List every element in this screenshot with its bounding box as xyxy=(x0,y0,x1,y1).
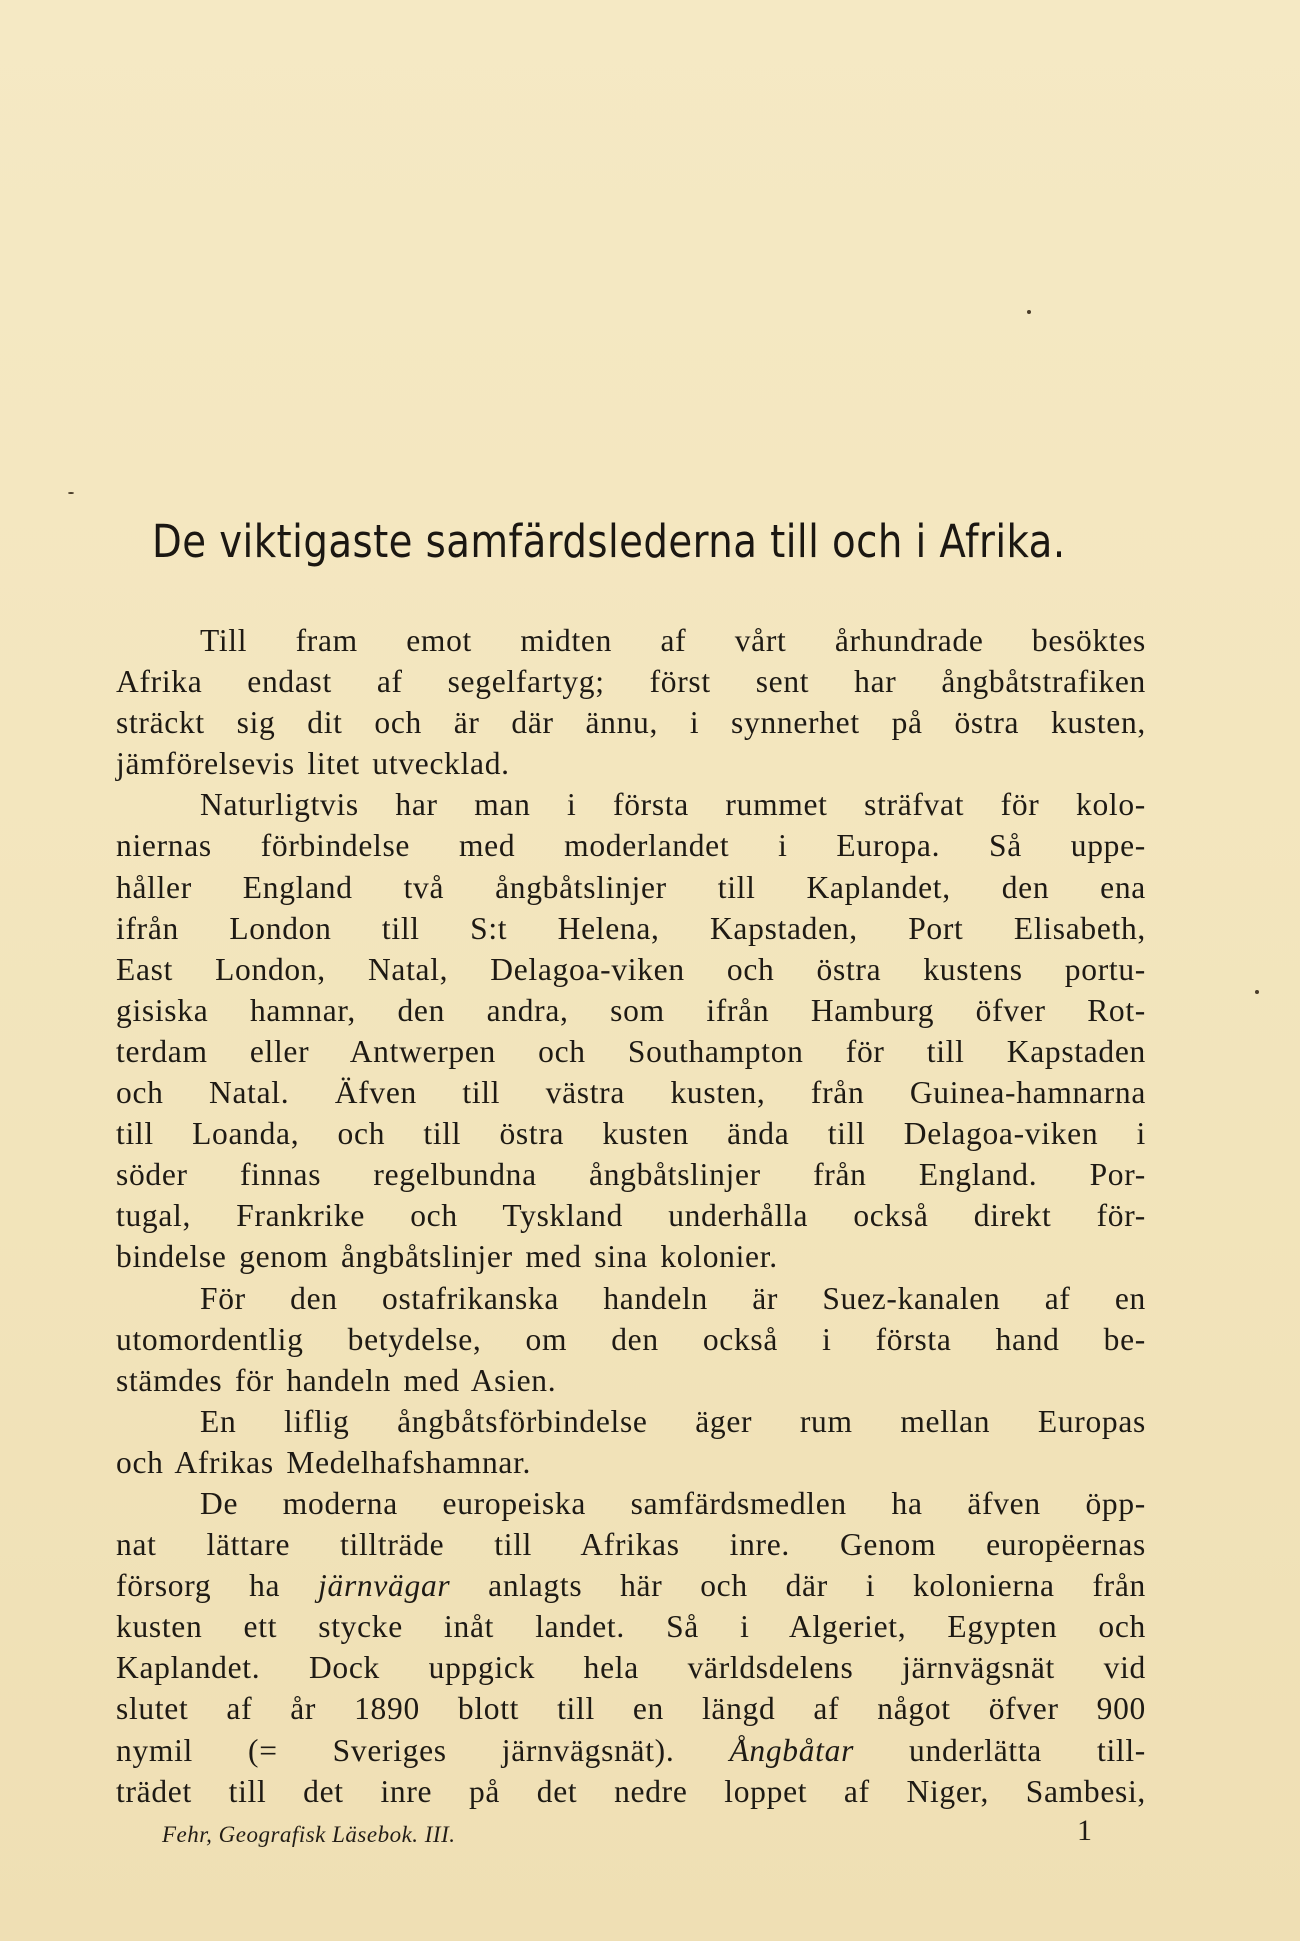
text-line: jämförelsevis litet utvecklad. xyxy=(116,746,510,782)
text-line: nat lättare tillträde till Afrikas inre. Genom europëernas xyxy=(116,1527,1146,1563)
text-line: De moderna europeiska samfärdsmedlen ha äfven öpp- xyxy=(200,1485,1146,1521)
text-line: håller England två ångbåtslinjer till Kaplandet, den ena xyxy=(116,869,1146,905)
text-line: En liflig ångbåtsförbindelse äger rum mellan Europas xyxy=(200,1403,1146,1439)
text-line: bindelse genom ångbåtslinjer med sina kolonier. xyxy=(116,1239,778,1275)
text-line: kusten ett stycke inåt landet. Så i Algeriet, Egypten och xyxy=(116,1609,1146,1645)
text-line: till Loanda, och till östra kusten ända till Delagoa-viken i xyxy=(116,1116,1146,1152)
text-line: och Natal. Äfven till västra kusten, från Guinea-hamnarna xyxy=(116,1075,1146,1111)
text-line: försorg ha järnvägar anlagts här och där i kolonierna från xyxy=(116,1568,1146,1604)
text-line: För den ostafrikanska handeln är Suez-kanalen af en xyxy=(200,1280,1146,1316)
emphasized-term: Ångbåtar xyxy=(729,1732,855,1768)
page-number: 1 xyxy=(1077,1814,1092,1847)
text-line: trädet till det inre på det nedre loppet af Niger, Sambesi, xyxy=(116,1773,1146,1809)
body-text xyxy=(116,620,1146,1812)
text-line: Naturligtvis har man i första rummet sträfvat för kolo- xyxy=(200,787,1146,823)
text-line: Kaplandet. Dock uppgick hela världsdelens järnvägsnät vid xyxy=(116,1650,1146,1686)
text-line: terdam eller Antwerpen och Southampton för till Kapstaden xyxy=(116,1033,1146,1069)
paper-speck xyxy=(1027,310,1031,314)
text-line: Afrika endast af segelfartyg; först sent har ångbåtstrafiken xyxy=(116,664,1146,700)
emphasized-term: järnvägar xyxy=(318,1568,451,1604)
text-line: utomordentlig betydelse, om den också i första hand be- xyxy=(116,1321,1146,1357)
text-line: Till fram emot midten af vårt århundrade besöktes xyxy=(200,623,1146,658)
text-line: sträckt sig dit och är där ännu, i synnerhet på östra kusten, xyxy=(116,705,1146,741)
text-line: slutet af år 1890 blott till en längd af något öfver 900 xyxy=(116,1691,1146,1727)
text-line: gisiska hamnar, den andra, som ifrån Hamburg öfver Rot- xyxy=(116,992,1146,1028)
paper-speck xyxy=(1255,990,1259,994)
footer-source: Fehr, Geografisk Läsebok. III. xyxy=(162,1822,456,1847)
chapter-title: De viktigaste samfärdslederna till och i Afrika. xyxy=(152,515,1066,568)
text-line: nymil (= Sveriges järnvägsnät). Ångbåtar underlätta till- xyxy=(116,1732,1146,1768)
text-line: niernas förbindelse med moderlandet i Europa. Så uppe- xyxy=(116,828,1146,864)
text-line: ifrån London till S:t Helena, Kapstaden, Port Elisabeth, xyxy=(116,910,1146,946)
paper-speck xyxy=(68,492,74,494)
text-line: stämdes för handeln med Asien. xyxy=(116,1362,557,1398)
text-line: East London, Natal, Delagoa-viken och östra kustens portu- xyxy=(116,951,1146,987)
text-line: söder finnas regelbundna ångbåtslinjer från England. Por- xyxy=(116,1157,1146,1193)
text-line: och Afrikas Medelhafshamnar. xyxy=(116,1444,532,1480)
text-line: tugal, Frankrike och Tyskland underhålla också direkt för- xyxy=(116,1198,1146,1234)
